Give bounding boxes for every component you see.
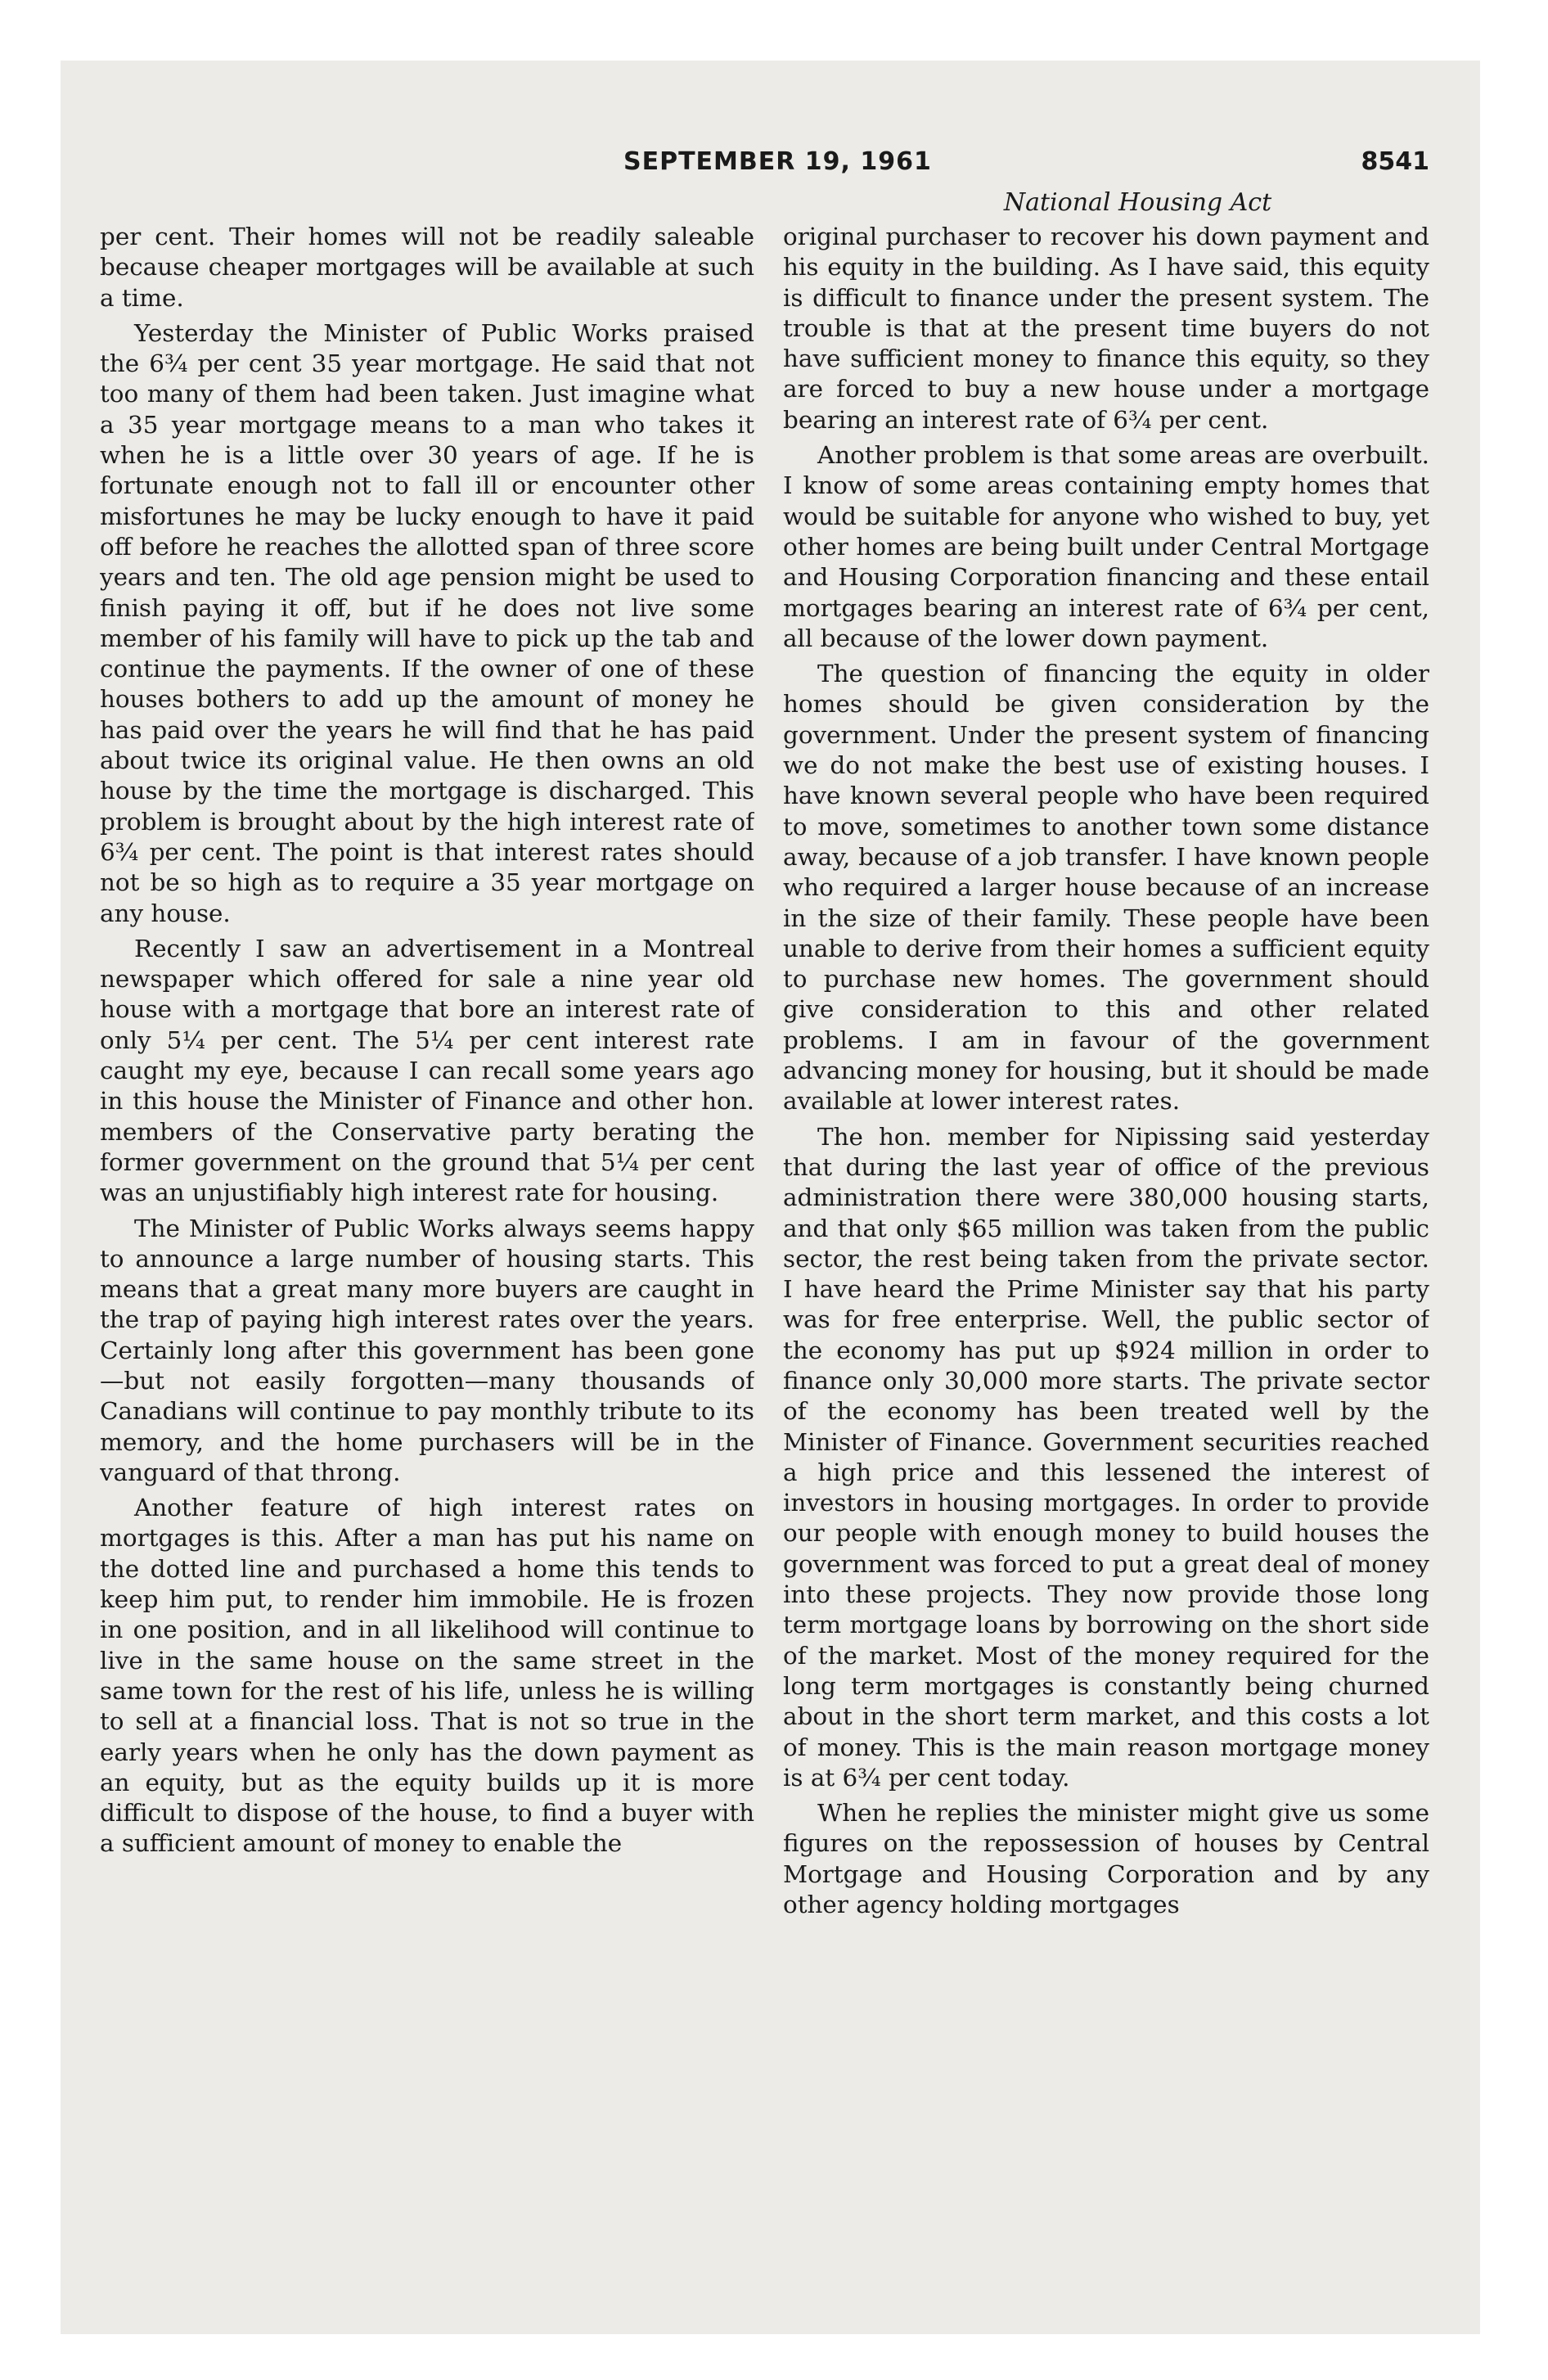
paragraph: Another feature of high interest rates on mortgages is this. After a man has put his name on the dotted line and purchased a home this tends to keep him put, to render him immobile. He is frozen in one position, and in all likelihood will continue to live in the same house on the same street in the same town for the rest of his life, unless he is willing to sell at a financial loss. That is not so true in the early years when he only has the down payment as an equity, but as the equity builds up it is more difficult to dispose of the house, to find a buyer with a sufficient amount of money to enable the bbox=[100, 1494, 754, 1858]
paragraph: Another problem is that some areas are overbuilt. I know of some areas containing empty homes that would be suitable for anyone who wished to buy, yet other homes are being built under Central Mortgage and Housing Corporation financing and these entail mortgages bearing an interest rate of 6¾ per cent, all because of the lower down payment. bbox=[783, 441, 1429, 652]
hansard-page bbox=[100, 137, 1429, 2233]
left-column bbox=[100, 222, 754, 2235]
page-number: 8541 bbox=[1361, 147, 1429, 176]
paragraph: The Minister of Public Works always seems happy to announce a large number of housing starts. This means that a great many more buyers are caught in the trap of paying high interest rates over the years. Certainly long after this government has been gone—but not easily forgotten—many thousands of Canadians will continue to pay monthly tribute to its memory, and the home purchasers will be in the vanguard of that throng. bbox=[100, 1214, 754, 1486]
section-title: National Housing Act bbox=[1003, 188, 1272, 217]
paragraph: Recently I saw an advertisement in a Montreal newspaper which offered for sale a nine year old house with a mortgage that bore an interest rate of only 5¼ per cent. The 5¼ per cent interest rate caught my eye, because I can recall some years ago in this house the Minister of Finance and other hon. members of the Conservative party berating the former government on the ground that 5¼ per cent was an unjustifiably high interest rate for housing. bbox=[100, 934, 754, 1207]
right-column bbox=[783, 222, 1429, 2235]
paragraph: The question of financing the equity in older homes should be given consideration by the government. Under the present system of financing we do not make the best use of existing houses. I have known several people who have been required to move, sometimes to another town some distance away, because of a job transfer. I have known people who required a larger house because of an increase in the size of their family. These people have been unable to derive from their homes a sufficient equity to purchase new homes. The government should give consideration to this and other related problems. I am in favour of the government advancing money for housing, but it should be made available at lower interest rates. bbox=[783, 660, 1429, 1116]
paragraph: per cent. Their homes will not be readily saleable because cheaper mortgages will be available at such a time. bbox=[100, 223, 754, 312]
paragraph: The hon. member for Nipissing said yesterday that during the last year of office of the previous administration there were 380,000 housing starts, and that only $65 million was taken from the public sector, the rest being taken from the private sector. I have heard the Prime Minister say that his party was for free enterprise. Well, the public sector of the economy has put up $924 million in order to finance only 30,000 more starts. The private sector of the economy has been treated well by the Minister of Finance. Government securities reached a high price and this lessened the interest of investors in housing mortgages. In order to provide our people with enough money to build houses the government was forced to put a great deal of money into these projects. They now provide those long term mortgage loans by borrowing on the short side of the market. Most of the money required for the long term mortgages is constantly being churned about in the short term market, and this costs a lot of money. This is the main reason mortgage money is at 6¾ per cent today. bbox=[783, 1122, 1429, 1792]
paragraph: When he replies the minister might give us some figures on the repossession of houses by Central Mortgage and Housing Corporation and by any other agency holding mortgages bbox=[783, 1799, 1429, 1919]
page-date: SEPTEMBER 19, 1961 bbox=[623, 147, 932, 176]
paragraph: original purchaser to recover his down payment and his equity in the building. As I have said, this equity is difficult to finance under the present system. The trouble is that at the present time buyers do not have sufficient money to finance this equity, so they are forced to buy a new house under a mortgage bearing an interest rate of 6¾ per cent. bbox=[783, 223, 1429, 434]
paragraph: Yesterday the Minister of Public Works praised the 6¾ per cent 35 year mortgage. He said that not too many of them had been taken. Just imagine what a 35 year mortgage means to a man who takes it when he is a little over 30 years of age. If he is fortunate enough not to fall ill or encounter other misfortunes he may be lucky enough to have it paid off before he reaches the allotted span of three score years and ten. The old age pension might be used to finish paying it off, but if he does not live some member of his family will have to pick up the tab and continue the payments. If the owner of one of these houses bothers to add up the amount of money he has paid over the years he will find that he has paid about twice its original value. He then owns an old house by the time the mortgage is discharged. This problem is brought about by the high interest rate of 6¾ per cent. The point is that interest rates should not be so high as to require a 35 year mortgage on any house. bbox=[100, 318, 754, 927]
